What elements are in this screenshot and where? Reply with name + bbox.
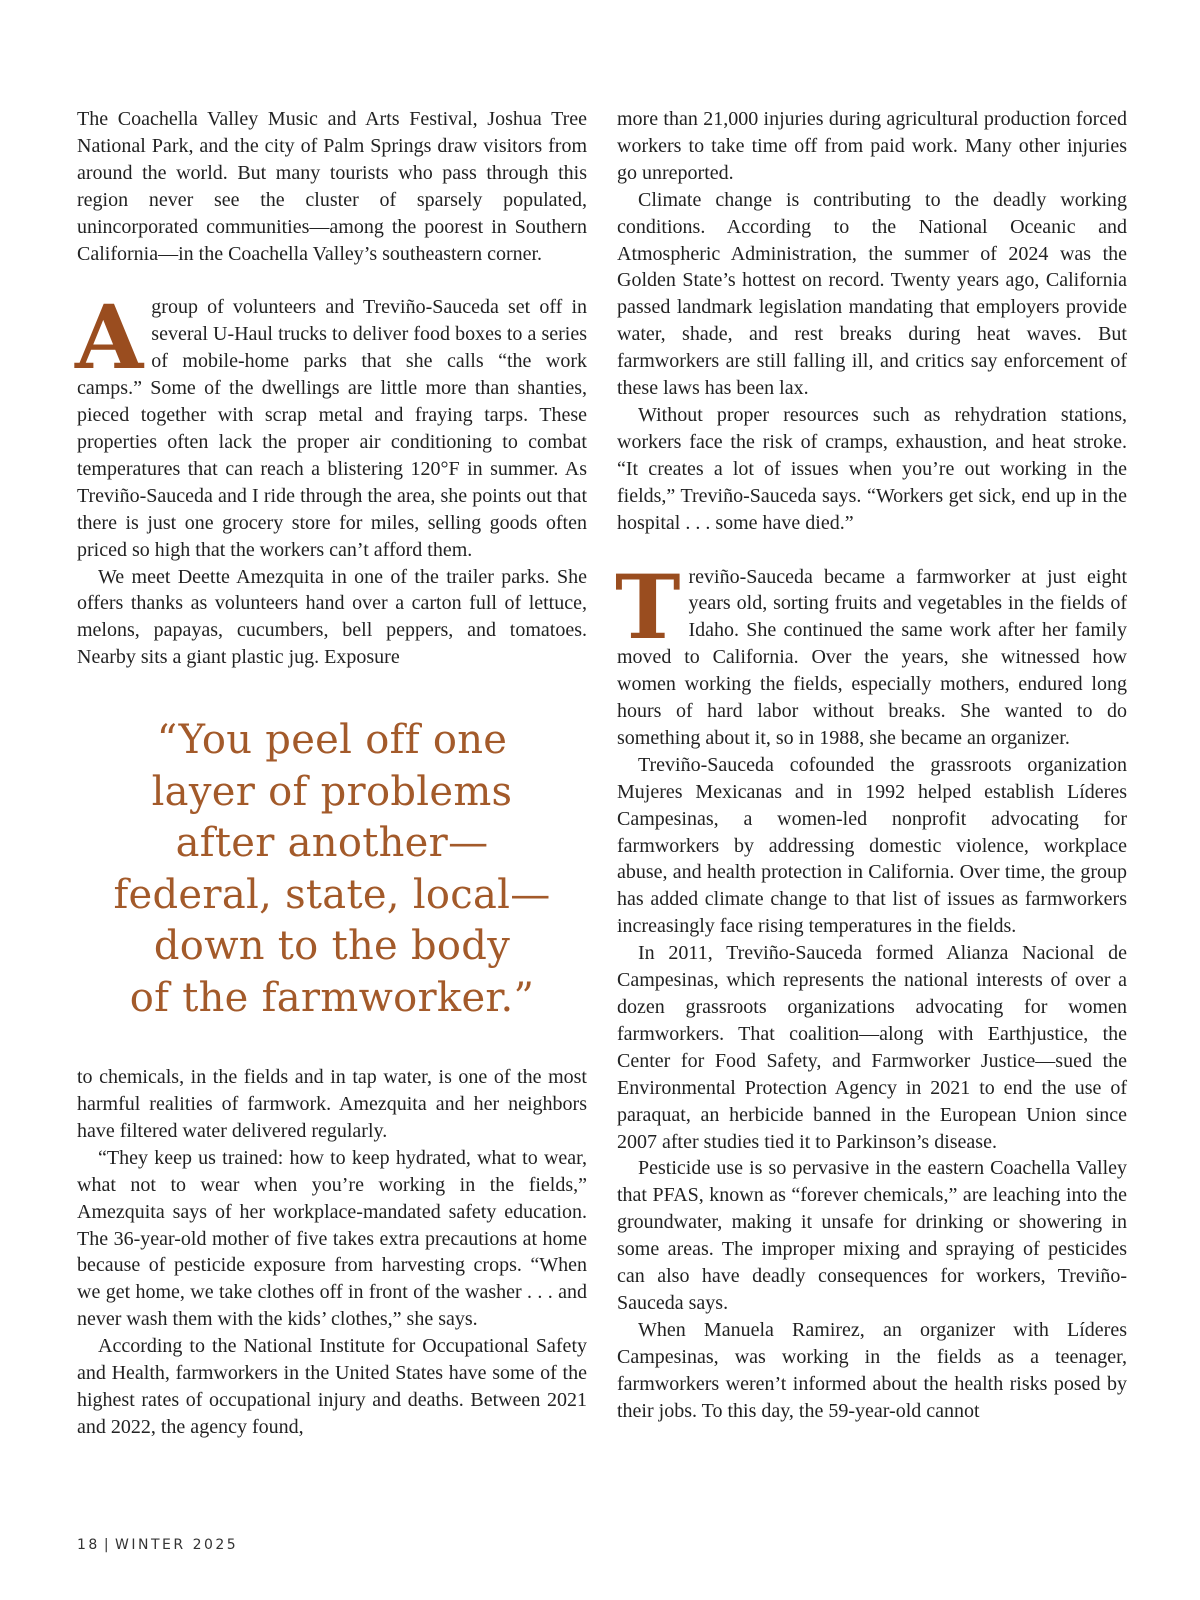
paragraph: Without proper resources such as rehydration stations, workers face the risk of cramps, exhaustion, and heat stroke. “It creates a lot of issues when you’re out working in the fields,” Treviño-Sauceda says. “Workers get sick, end up in the hospital . . . some have died.”	[617, 403, 1127, 534]
right-column	[617, 106, 1127, 1425]
left-column	[77, 106, 587, 1441]
issue-label: WINTER 2025	[115, 1537, 239, 1553]
paragraph-section-start	[75, 285, 587, 563]
pull-quote-line: after another—	[175, 820, 489, 867]
pull-quote	[77, 715, 587, 1024]
paragraph: We meet Deette Amezquita in one of the trailer parks. She offers thanks as volunteers hand over a carton full of lettuce, melons, papayas, cucumbers, bell peppers, and tomatoes. Nearby sits a giant plastic jug. Exposure	[77, 565, 587, 669]
paragraph-intro: The Coachella Valley Music and Arts Festival, Joshua Tree National Park, and the city of Palm Springs draw visitors from around the world. But many tourists who pass through this region never see the cluster of sparsely populated, unincorporated communities—among the poorest in Southern California—in the Coachella Valley’s southeastern corner.	[77, 108, 587, 265]
paragraph: When Manuela Ramirez, an organizer with Líderes Campesinas, was working in the fields as a teenager, farmworkers weren’t informed about the health risks posed by their jobs. To this day, the 59-year-old cannot	[617, 1318, 1127, 1422]
pull-quote-line: of the farmworker.”	[129, 974, 535, 1021]
paragraph: Treviño-Sauceda cofounded the grassroots organization Mujeres Mexicanas and in 1992 helped establish Líderes Campesinas, a women-led nonprofit advocating for farmworkers by addressing domestic violence, workplace abuse, and health protection in California. Over time, the group has added climate change to that list of issues as farmworkers increasingly face rising temperatures in the fields.	[617, 753, 1127, 938]
pull-quote-line: down to the body	[153, 923, 511, 970]
footer-separator: |	[103, 1537, 112, 1553]
page-footer	[77, 1537, 238, 1553]
drop-cap: T	[615, 554, 681, 659]
paragraph: more than 21,000 injuries during agricultural production forced workers to take time off from paid work. Many other injuries go unreported.	[617, 108, 1127, 184]
paragraph-section-start	[615, 554, 1127, 752]
drop-cap: A	[75, 285, 144, 390]
paragraph: Pesticide use is so pervasive in the eastern Coachella Valley that PFAS, known as “forever chemicals,” are leaching into the groundwater, making it unsafe for drinking or showering in some areas. The improper mixing and spraying of pesticides can also have deadly consequences for workers, Treviño-Sauceda says.	[617, 1157, 1127, 1314]
pull-quote-line: federal, state, local—	[113, 871, 551, 918]
paragraph: According to the National Institute for Occupational Safety and Health, farmworkers in the United States have some of the highest rates of occupational injury and deaths. Between 2021 and 2022, the agency found,	[77, 1335, 587, 1438]
paragraph: In 2011, Treviño-Sauceda formed Alianza Nacional de Campesinas, which represents the national interests of over a dozen grassroots organizations advocating for women farmworkers. That coalition—along with Earthjustice, the Center for Food Safety, and Farmworker Justice—sued the Environmental Protection Agency in 2021 to end the use of paraquat, an herbicide banned in the European Union since 2007 after studies tied it to Parkinson’s disease.	[617, 942, 1127, 1153]
pull-quote-line: “You peel off one	[156, 717, 508, 764]
pull-quote-line: layer of problems	[151, 768, 513, 815]
paragraph: “They keep us trained: how to keep hydrated, what to wear, what not to wear when you’re working in the fields,” Amezquita says of her workplace-mandated safety education. The 36-year-old mother of five takes extra precautions at home because of pesticide exposure from harvesting crops. “When we get home, we take clothes off in front of the washer . . . and never wash them with the kids’ clothes,” she says.	[77, 1146, 587, 1331]
paragraph-section-text: reviño-Sauceda became a farmworker at just eight years old, sorting fruits and vegetables in the fields of Idaho. She continued the same work after her family moved to California. Over the years, she witnessed how women working the fields, especially mothers, endured long hours of hard labor without breaks. She wanted to do something about it, so in 1988, she became an organizer.	[617, 565, 1127, 749]
paragraph-section-text: group of volunteers and Treviño-Sauceda set off in several U-Haul trucks to deliver food boxes to a series of mobile-home parks that she calls “the work camps.” Some of the dwellings are little more than shanties, pieced together with scrap metal and fraying tarps. These properties often lack the proper air conditioning to combat temperatures that can reach a blistering 120°F in summer. As Treviño-Sauceda and I ride through the area, she points out that there is just one grocery store for miles, selling goods often priced so high that the workers can’t afford them.	[77, 296, 587, 561]
paragraph: to chemicals, in the fields and in tap water, is one of the most harmful realities of farmwork. Amezquita and her neighbors have filtered water delivered regularly.	[77, 1066, 587, 1142]
page-number: 18	[77, 1537, 100, 1553]
paragraph: Climate change is contributing to the deadly working conditions. According to the National Oceanic and Atmospheric Administration, the summer of 2024 was the Golden State’s hottest on record. Twenty years ago, California passed landmark legislation mandating that employers provide water, shade, and rest breaks during heat waves. But farmworkers are still falling ill, and critics say enforcement of these laws has been lax.	[617, 188, 1127, 400]
